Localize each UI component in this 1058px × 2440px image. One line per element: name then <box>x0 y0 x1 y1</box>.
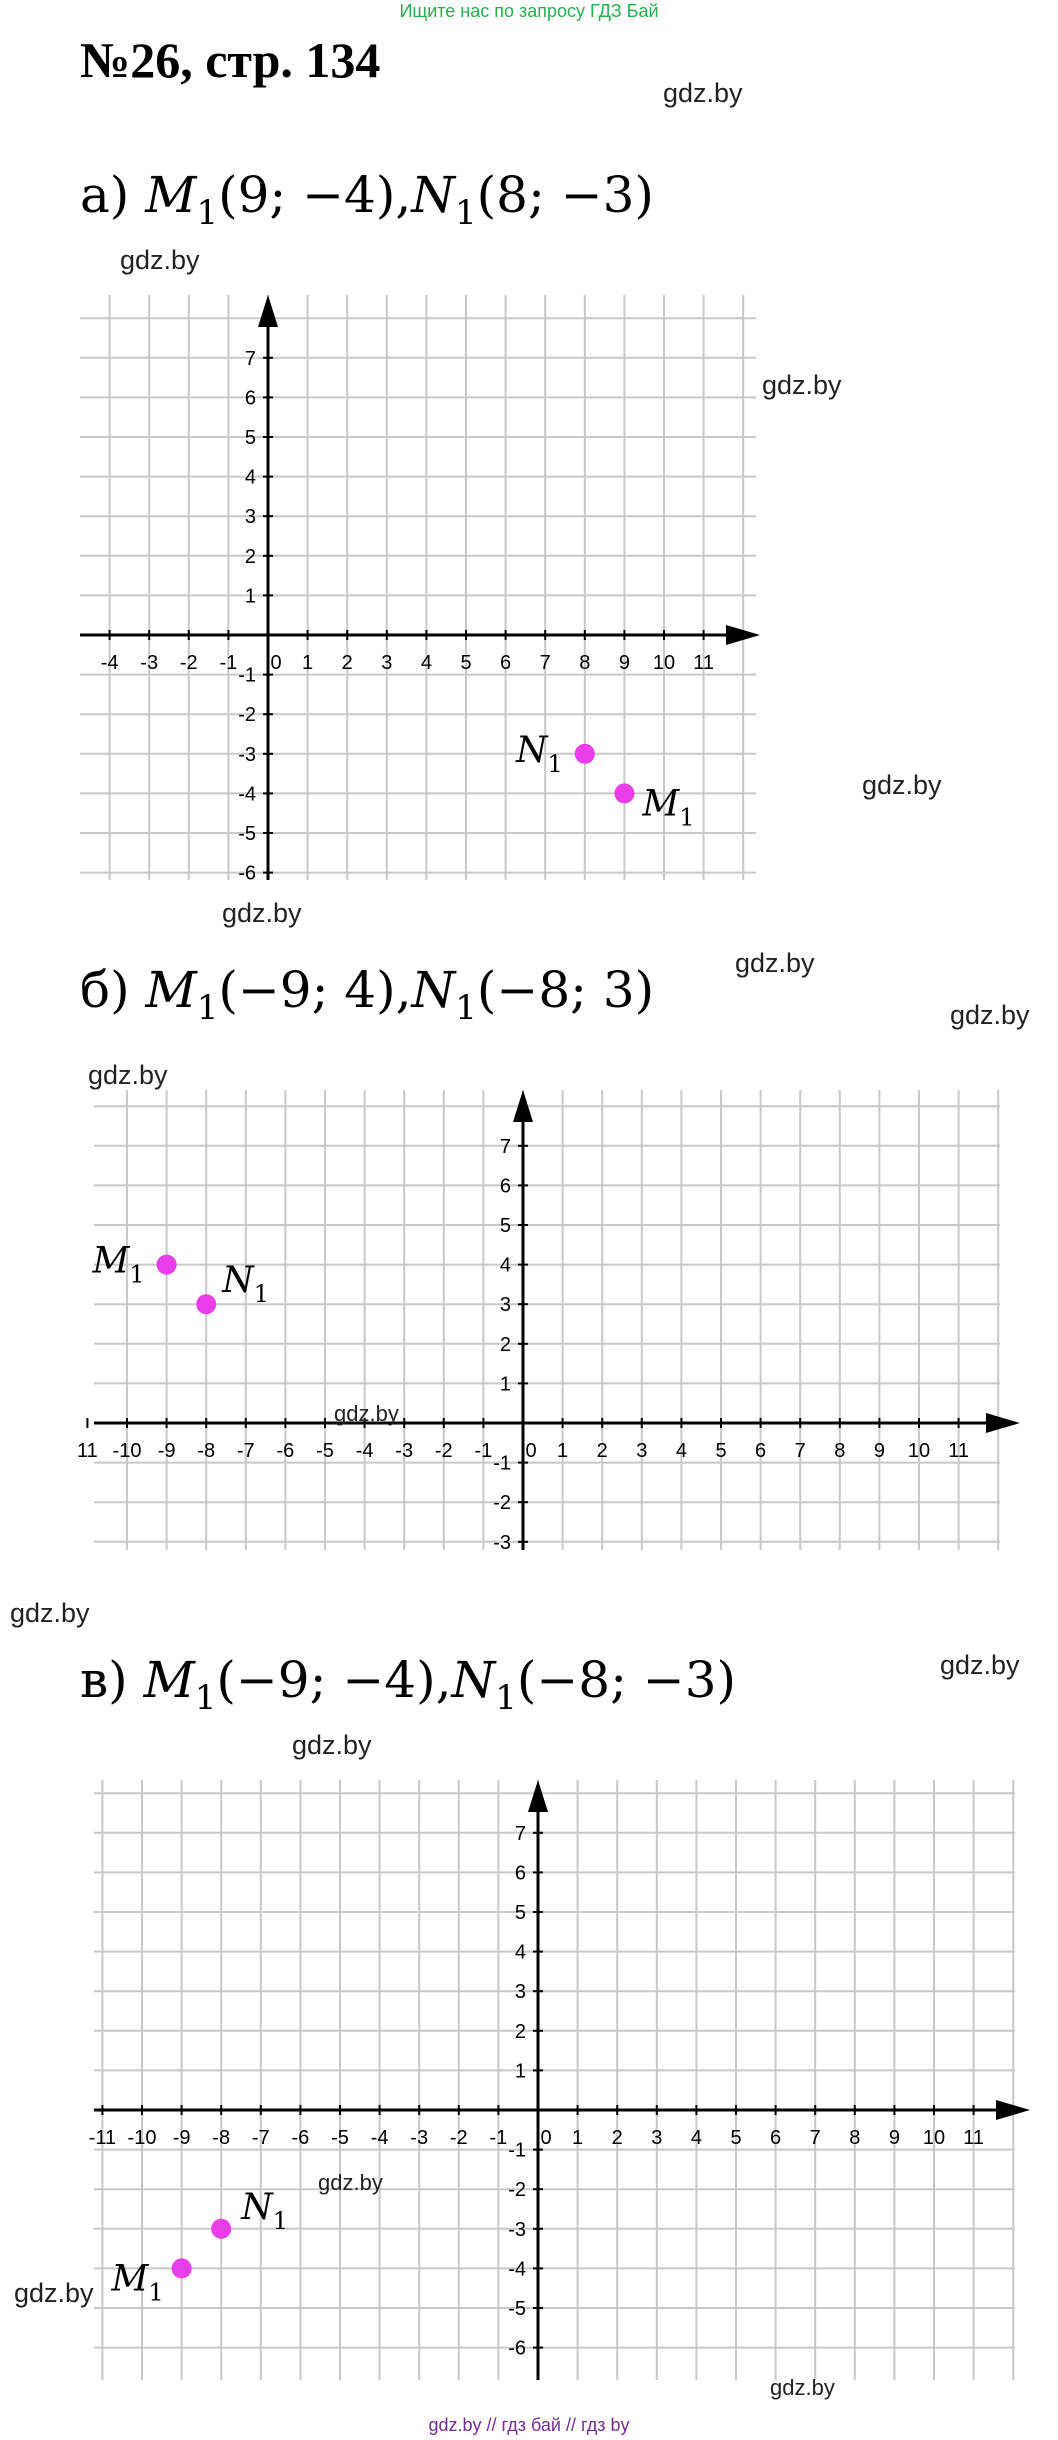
part-letter: в) <box>80 1651 128 1709</box>
x-tick-label: 3 <box>636 1440 648 1462</box>
x-tick-label: 7 <box>809 2127 821 2149</box>
x-tick-label: -5 <box>331 2127 349 2149</box>
x-tick-label: 2 <box>596 1440 608 1462</box>
x-tick-label: -6 <box>291 2127 310 2149</box>
x-tick-label: -1 <box>474 1440 493 1462</box>
search-banner: Ищите нас по запросу ГДЗ Бай <box>399 1 659 21</box>
point-label-name: M <box>642 783 680 825</box>
y-tick-label: -3 <box>493 1531 511 1554</box>
part-c-heading <box>80 1650 736 1728</box>
coordinate-plane-c <box>80 1780 1040 2390</box>
y-tick-label: 4 <box>244 466 256 489</box>
point-n-coords: (−8; 3) <box>476 961 655 1019</box>
x-tick-label: 7 <box>794 1440 806 1462</box>
y-tick-label: -6 <box>238 862 256 885</box>
point-m-name: M <box>143 1651 195 1709</box>
y-tick-label: 2 <box>499 1333 511 1356</box>
x-tick-label: -6 <box>276 1440 295 1462</box>
y-tick-label: -6 <box>508 2337 526 2360</box>
x-tick-label: 5 <box>730 2127 742 2149</box>
x-tick-label: 5 <box>715 1440 727 1462</box>
x-tick-label: 8 <box>834 1440 846 1462</box>
x-tick-label: 3 <box>651 2127 663 2149</box>
point-n-sub: 1 <box>455 988 477 1028</box>
page-title: №26, стр. 134 <box>80 32 381 88</box>
x-tick-label: 9 <box>618 652 630 674</box>
x-tick-label: -4 <box>370 2127 389 2149</box>
y-tick-label: 1 <box>514 2060 526 2083</box>
watermark: gdz.by <box>940 1650 1020 1680</box>
x-tick-label: -3 <box>410 2127 429 2149</box>
watermark: gdz.by <box>10 1598 90 1628</box>
x-tick-label: 9 <box>888 2127 900 2149</box>
x-tick-label: 1 <box>557 1440 569 1462</box>
coordinate-plane-b <box>77 1090 1030 1580</box>
x-tick-label: 1 <box>572 2127 584 2149</box>
point-label-name: N <box>516 729 548 771</box>
point-label-sub: 1 <box>129 1260 145 1289</box>
x-tick-label: 6 <box>770 2127 782 2149</box>
y-tick-label: 6 <box>514 1862 526 1885</box>
y-axis-arrow <box>528 1780 548 1812</box>
x-tick-label: -10 <box>127 2127 157 2149</box>
x-tick-label: 3 <box>381 652 393 674</box>
x-tick-label: 6 <box>500 652 512 674</box>
footer-links: gdz.by // гдз бай // гдз by <box>428 2415 630 2435</box>
x-tick-label: -9 <box>172 2127 191 2149</box>
y-tick-label: 3 <box>514 1981 526 2004</box>
x-tick-label: -7 <box>251 2127 270 2149</box>
point-label-name: N <box>241 2186 273 2228</box>
y-tick-label: 1 <box>244 585 256 608</box>
x-tick-label: -4 <box>100 652 119 674</box>
x-tick-label: 11 <box>948 1440 969 1462</box>
x-tick-label: 1 <box>302 652 314 674</box>
y-tick-label: 6 <box>244 387 256 410</box>
x-tick-label: 5 <box>460 652 472 674</box>
watermark: gdz.by <box>292 1730 372 1760</box>
x-tick-label: 6 <box>755 1440 767 1462</box>
point-m-coords: (−9; 4), <box>218 961 412 1019</box>
y-tick-label: 4 <box>499 1254 511 1277</box>
point-m-sub: 1 <box>196 988 219 1028</box>
point-label-sub: 1 <box>679 803 695 832</box>
y-tick-label: -3 <box>238 743 256 766</box>
x-tick-label: -5 <box>316 1440 334 1462</box>
point-label-name: N <box>222 1260 254 1302</box>
x-tick-label: -4 <box>355 1440 374 1462</box>
x-tick-label: 2 <box>611 2127 623 2149</box>
coordinate-plane-a <box>80 295 780 890</box>
watermark: gdz.by <box>334 1401 399 1426</box>
watermark: gdz.by <box>862 770 942 800</box>
y-tick-label: 7 <box>499 1135 511 1158</box>
y-tick-label: 1 <box>499 1373 511 1396</box>
x-tick-label: 0 <box>270 652 282 674</box>
point-label-sub: 1 <box>547 749 563 778</box>
point-label-name: M <box>111 2258 149 2300</box>
watermark: gdz.by <box>222 898 302 928</box>
point-n-name: N <box>411 166 455 224</box>
point-n-sub: 1 <box>495 1678 517 1718</box>
y-tick-label: -5 <box>238 823 256 845</box>
y-tick-label: -2 <box>238 704 256 727</box>
y-tick-label: 5 <box>514 1902 526 1924</box>
point-label-name: M <box>92 1240 130 1282</box>
x-axis-arrow <box>986 1413 1020 1433</box>
y-tick-label: 6 <box>499 1175 511 1198</box>
point-n1 <box>575 744 595 764</box>
y-tick-label: -5 <box>508 2298 526 2320</box>
x-tick-label: 9 <box>873 1440 885 1462</box>
point-n-sub: 1 <box>455 193 477 233</box>
y-axis-arrow <box>258 295 278 327</box>
y-tick-label: -1 <box>508 2139 526 2162</box>
x-tick-label: 4 <box>420 652 432 674</box>
point-label <box>110 2258 163 2306</box>
point-label <box>641 783 694 831</box>
point-m1 <box>172 2258 192 2278</box>
y-tick-label: 4 <box>514 1941 526 1964</box>
x-tick-label: -9 <box>157 1440 176 1462</box>
point-m-name: M <box>145 961 197 1019</box>
point-m-sub: 1 <box>196 193 219 233</box>
x-tick-label: -1 <box>219 652 238 674</box>
point-label-sub: 1 <box>148 2278 164 2307</box>
point-label <box>515 730 563 778</box>
x-tick-label: -2 <box>434 1440 453 1462</box>
x-tick-label: -2 <box>179 652 198 674</box>
point-label <box>91 1241 144 1289</box>
watermark: gdz.by <box>120 245 200 275</box>
part-letter: б) <box>80 961 130 1019</box>
y-tick-label: -2 <box>493 1492 511 1515</box>
point-n-name: N <box>451 1651 496 1709</box>
watermark: gdz.by <box>318 2170 383 2195</box>
watermark: gdz.by <box>735 948 815 978</box>
x-tick-label: 8 <box>849 2127 861 2149</box>
point-label-sub: 1 <box>272 2206 288 2235</box>
watermark: gdz.by <box>88 1060 168 1090</box>
watermark: gdz.by <box>770 2375 835 2400</box>
x-tick-label: 7 <box>539 652 551 674</box>
point-m-coords: (−9; −4), <box>216 1651 452 1709</box>
x-tick-label: 0 <box>525 1440 537 1462</box>
x-tick-label: 4 <box>690 2127 702 2149</box>
part-a-heading <box>80 165 654 243</box>
point-label <box>240 2187 288 2235</box>
point-n-coords: (8; −3) <box>476 166 654 224</box>
x-tick-label: -2 <box>449 2127 468 2149</box>
x-tick-label: -10 <box>112 1440 142 1462</box>
y-tick-label: -4 <box>508 2258 526 2281</box>
point-n-coords: (−8; −3) <box>516 1651 737 1709</box>
x-tick-label: -8 <box>212 2127 231 2149</box>
x-tick-label: 10 <box>922 2127 946 2149</box>
point-m1 <box>614 783 634 803</box>
y-tick-label: 2 <box>244 545 256 568</box>
point-n-name: N <box>411 961 456 1019</box>
y-tick-label: 3 <box>499 1294 511 1317</box>
y-tick-label: -4 <box>238 783 256 806</box>
x-tick-label: -1 <box>489 2127 508 2149</box>
x-tick-label: 0 <box>540 2127 552 2149</box>
y-tick-label: 3 <box>244 506 256 529</box>
part-letter: а) <box>80 166 130 224</box>
x-tick-label: -8 <box>197 1440 216 1462</box>
y-tick-label: -2 <box>508 2179 526 2202</box>
y-tick-label: 7 <box>514 1822 526 1845</box>
x-tick-label: 8 <box>579 652 591 674</box>
point-m-sub: 1 <box>194 1678 217 1718</box>
point-label-sub: 1 <box>253 1280 269 1309</box>
point-n1 <box>196 1294 216 1314</box>
x-tick-label: 10 <box>907 1440 931 1462</box>
y-tick-label: 5 <box>499 1215 511 1237</box>
point-m-coords: (9; −4), <box>218 166 412 224</box>
part-b-heading <box>80 960 654 1038</box>
x-tick-label: -7 <box>236 1440 255 1462</box>
x-tick-label: -11 <box>88 2127 117 2149</box>
x-tick-label: 4 <box>675 1440 687 1462</box>
point-n1 <box>211 2219 231 2239</box>
watermark: gdz.by <box>762 370 842 400</box>
x-tick-label: 11 <box>693 652 714 674</box>
y-tick-label: 2 <box>514 2020 526 2043</box>
x-tick-label: -3 <box>140 652 159 674</box>
x-tick-label: 11 <box>963 2127 984 2149</box>
y-tick-label: 7 <box>244 347 256 370</box>
watermark: gdz.by <box>950 1000 1030 1030</box>
x-tick-label: 10 <box>652 652 676 674</box>
point-label <box>221 1260 269 1308</box>
point-m1 <box>157 1255 177 1275</box>
y-tick-label: -1 <box>238 664 256 687</box>
x-tick-label: 2 <box>341 652 353 674</box>
point-m-name: M <box>145 166 197 224</box>
y-tick-label: -3 <box>508 2218 526 2241</box>
x-tick-label: 11 <box>77 1440 98 1462</box>
y-tick-label: -1 <box>493 1452 511 1475</box>
x-tick-label: -3 <box>395 1440 414 1462</box>
watermark: gdz.by <box>14 2278 94 2308</box>
watermark: gdz.by <box>663 78 743 108</box>
y-tick-label: 5 <box>244 427 256 449</box>
